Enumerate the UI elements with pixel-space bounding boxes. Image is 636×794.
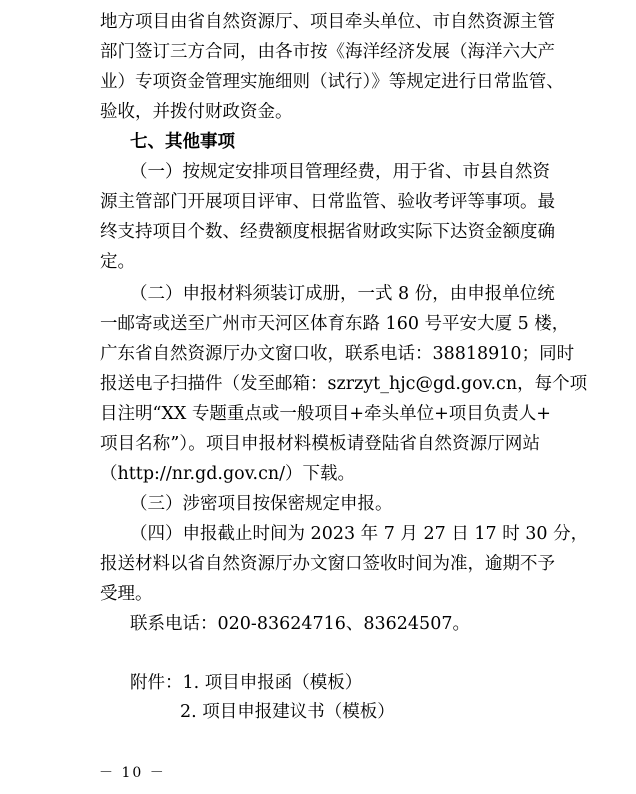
- page-number: － 10 －: [99, 765, 166, 781]
- text-line: 目注明“XX 专题重点或一般项目+牵头单位+项目负责人+: [100, 404, 551, 424]
- text-line: 地方项目由省自然资源厅、项目牵头单位、市自然资源主管: [100, 12, 555, 32]
- text-line: （三）涉密项目按保密规定申报。: [130, 494, 393, 514]
- text-line: 受理。: [100, 584, 153, 604]
- text-line: 业）专项资金管理实施细则（试行）》等规定进行日常监管、: [100, 72, 564, 92]
- text-line: （http://nr.gd.gov.cn/）下载。: [100, 464, 356, 484]
- text-line: 部门签订三方合同，由各市按《海洋经济发展（海洋六大产: [100, 42, 555, 62]
- text-line: 报送材料以省自然资源厅办文窗口签收时间为准，逾期不予: [100, 554, 555, 574]
- text-line: 一邮寄或送至广州市天河区体育东路 160 号平安大厦 5 楼，: [100, 314, 570, 334]
- text-line: （二）申报材料须装订成册，一式 8 份，由申报单位统: [130, 284, 555, 304]
- section-heading: 七、其他事项: [130, 132, 235, 152]
- attachment-line: 附件：1. 项目申报函（模板）: [130, 673, 363, 693]
- text-line: （四）申报截止时间为 2023 年 7 月 27 日 17 时 30 分，: [130, 524, 589, 544]
- attachment-line: 2. 项目申报建议书（模板）: [180, 702, 395, 722]
- contact-line: 联系电话：020-83624716、83624507。: [130, 614, 470, 634]
- text-line: 定。: [100, 252, 135, 272]
- text-line: 源主管部门开展项目评审、日常监管、验收考评等事项。最: [100, 192, 555, 212]
- text-line: 广东省自然资源厅办文窗口收，联系电话：38818910；同时: [100, 344, 575, 364]
- text-line: （一）按规定安排项目管理经费，用于省、市县自然资: [130, 162, 550, 182]
- text-line: 报送电子扫描件（发至邮箱：szrzyt_hjc@gd.gov.cn，每个项: [100, 374, 588, 394]
- text-line: 项目名称”）。项目申报材料模板请登陆省自然资源厅网站: [100, 434, 540, 454]
- text-line: 验收，并拨付财政资金。: [100, 102, 293, 122]
- text-line: 终支持项目个数、经费额度根据省财政实际下达资金额度确: [100, 222, 555, 242]
